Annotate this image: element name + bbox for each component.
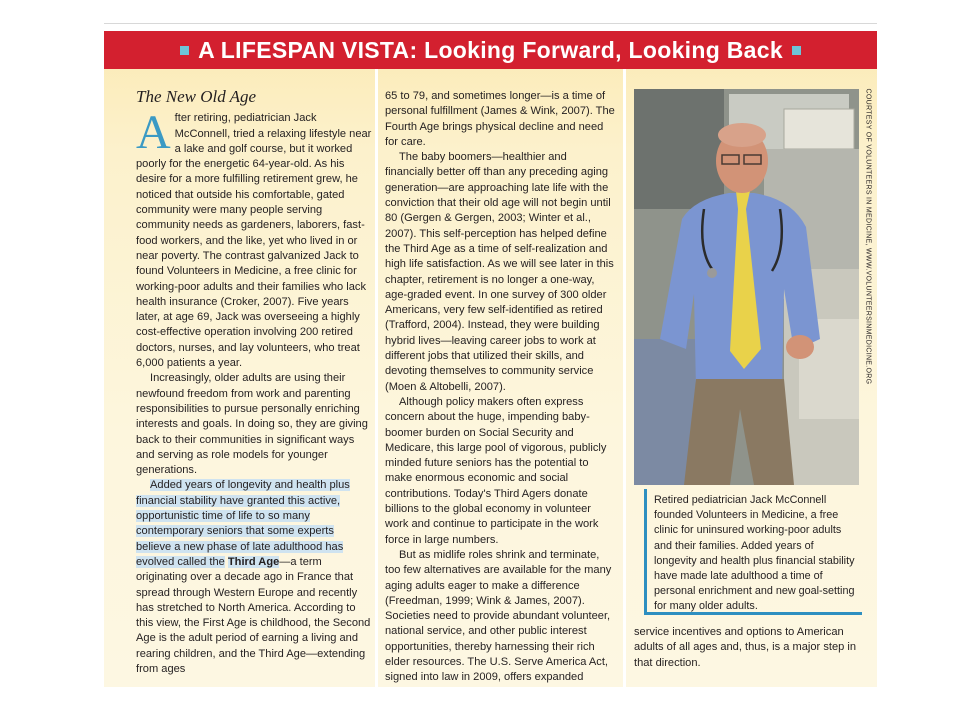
column-3 [634,625,866,671]
banner-square-icon [792,46,801,55]
section-banner [104,31,877,69]
paragraph: The baby boomers—healthier and financially better off than any preceding aging generation—are approaching late life with the conviction that their old age will not begin until 80 (Gergen & Gergen, 2003; Winter et al., 2007). This self-perception has helped define the Third Age as a time of self-realization and high life satisfaction. As we will see later in this chapter, retirement is no longer a one-way, age-graded event. In one survey of 300 older Americans, very few self-identified as retired (Trafford, 2004). Instead, they were building hybrid lives—leaving career jobs to work at different jobs that utilized their skills, and devoting themselves to community service (Moen & Altobelli, 2007). [385,151,614,393]
paragraph: But as midlife roles shrink and terminate, too few alternatives are available for the many aging adults eager to make a difference (Freedman, 1999; Wink & James, 2007). Societies need to provide abundant volunteer, national service, and other public interest opportunities, thereby harnessing their rich elder resources. The U.S. Serve America Act, signed into law in 2009, offers expanded [385,548,612,684]
paragraph: Although policy makers often express concern about the huge, impending baby-boomer burden on Social Security and Medicare, this large pool of vigorous, publicly minded future seniors has the potential to make enormous economic and social contributions. Today's Third Agers donate billions to the global economy in volunteer work and continue to participate in the work force in large numbers. [385,395,607,546]
paragraph [136,106,372,371]
textbook-page [104,31,877,687]
photo-jack-mcconnell [634,89,859,485]
photo-credit-text: COURTESY OF VOLUNTEERS IN MEDICINE, WWW.VOLUNTEERSINMEDICINE.ORG [864,88,872,385]
photo-caption: Retired pediatrician Jack McConnell founded Volunteers in Medicine, a free clinic for uninsured working-poor adults and their families. Added years of longevity and health plus financial stability have made late adulthood a time of personal enrichment and new goal-setting for many older adults. [654,494,855,613]
column-divider [623,69,626,687]
paragraph: Increasingly, older adults are using their newfound freedom from work and parenting responsibilities to pursue personally enriching interests and goals. In doing so, they are giving back to their communities in significant ways and serving as role models for younger generations. [136,372,368,477]
banner-title: A LIFESPAN VISTA: Looking Forward, Looking Back [198,36,783,63]
article-heading: The New Old Age [136,87,257,106]
key-term: Third Age [227,555,280,568]
paragraph: 65 to 79, and sometimes longer—is a time of personal fulfillment (James & Wink, 2007). The Fourth Age brings physical decline and need for care. [385,90,615,148]
column-divider [375,69,378,687]
paragraph: service incentives and options to American adults of all ages and, thus, is a major step in that direction. [634,626,856,669]
paragraph-text: fter retiring, pediatrician Jack McConnell, tried a relaxing lifestyle near a lake and golf course, but it worked poorly for the energetic 64-year-old. As his desire for a more fulfilling retirement grew, he noticed that outside his comfortable, gated community were many people serving community needs as gardeners, laborers, fast-food workers, and the like, yet who lived in or near poverty. The contrast galvanized Jack to found Volunteers in Medicine, a free clinic for working-poor adults and their families who lack health insurance (Croker, 2007). Five years later, at age 69, Jack was overseeing a highly cost-effective operation involving 200 retired doctors, nurses, and lay volunteers, who treat 6,000 patients a year. [136,112,372,370]
paragraph-text: —a term originating over a decade ago in France that spread through Western Europe and recently has stretched to North America. According to this view, the First Age is childhood, the Second Age is the adult period of earning a living and rearing children, and the Third Age—extending from ages [136,555,371,675]
banner-square-icon [180,46,189,55]
photo-illustration [634,89,859,485]
photo-credit [862,88,874,385]
highlighted-text: Added years of longevity and health plus financial stability have granted this active, opportunistic time of life to so many contemporary seniors that some experts believe a new phase of late adulthood has evolved called the [136,479,350,568]
column-1 [136,89,372,677]
drop-cap: A [136,106,171,160]
column-2 [385,89,617,686]
paragraph [136,478,372,677]
top-rule [104,23,877,24]
